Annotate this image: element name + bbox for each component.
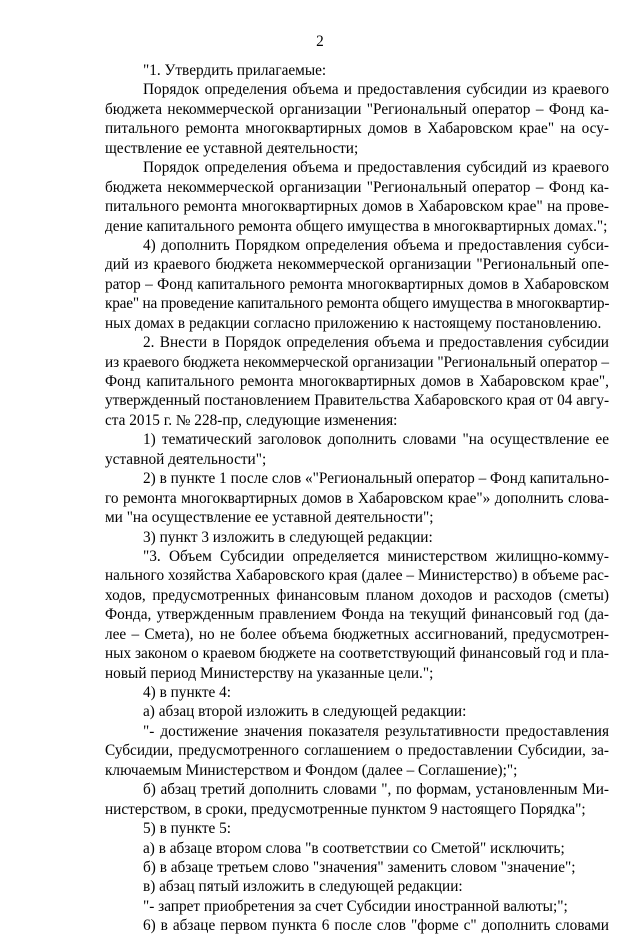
text-line: ных домах в редакции согласно приложению к настоящему постановлению. bbox=[105, 314, 602, 332]
text-line: 6) в абзаце первом пункта 6 после слов "форме с" дополнить словами bbox=[143, 917, 609, 935]
text-line: ходов, предусмотренных финансовым планом доходов и расходов (сметы) bbox=[105, 586, 609, 604]
text-line: 2. Внести в Порядок определения объема и предоставления субсидии bbox=[143, 334, 609, 352]
text-line: бюджета некоммерческой организации "Региональный оператор – Фонд ка- bbox=[105, 100, 609, 118]
text-line: питального ремонта многоквартирных домов в Хабаровском крае" на осу- bbox=[105, 120, 609, 138]
text-line: утвержденный постановлением Правительства Хабаровского края от 04 авгу- bbox=[105, 392, 609, 410]
text-line: 4) дополнить Порядком определения объема и предоставления субси- bbox=[143, 236, 609, 254]
text-line: ста 2015 г. № 228-пр, следующие изменения: bbox=[105, 411, 398, 429]
text-line: Порядок определения объема и предоставления субсидии из краевого bbox=[143, 81, 609, 99]
text-line: лее – Смета), но не более объема бюджетных ассигнований, предусмотрен- bbox=[105, 625, 609, 643]
text-line: б) в абзаце третьем слово "значения" заменить словом "значение"; bbox=[143, 858, 576, 876]
document-body bbox=[105, 61, 609, 936]
text-line: нального хозяйства Хабаровского края (далее – Министерство) в объеме рас- bbox=[105, 567, 609, 585]
text-line: Порядок определения объема и предоставления субсидий из краевого bbox=[143, 159, 609, 177]
text-line: б) абзац третий дополнить словами ", по формам, установленным Ми- bbox=[143, 781, 609, 799]
text-line: ключаемым Министерством и Фондом (далее – Соглашение);"; bbox=[105, 761, 518, 779]
text-line: "1. Утвердить прилагаемые: bbox=[143, 62, 327, 79]
text-line: дий из краевого бюджета некоммерческой организации "Региональный опе- bbox=[105, 256, 609, 274]
text-line: а) в абзаце втором слова "в соответствии со Сметой" исключить; bbox=[143, 839, 565, 857]
text-line: 5) в пункте 5: bbox=[143, 820, 232, 838]
text-line: питального ремонта многоквартирных домов в Хабаровском крае" на прове- bbox=[105, 198, 609, 216]
text-line: Фонд капитального ремонта многоквартирных домов в Хабаровском крае", bbox=[105, 373, 609, 390]
text-line: 4) в пункте 4: bbox=[143, 684, 232, 701]
text-line: бюджета некоммерческой организации "Региональный оператор – Фонд ка- bbox=[105, 178, 609, 196]
text-line: Субсидии, предусмотренного соглашением о предоставлении Субсидии, за- bbox=[105, 742, 609, 760]
page-number: 2 bbox=[316, 33, 324, 50]
text-line: "- запрет приобретения за счет Субсидии иностранной валюты;"; bbox=[143, 897, 568, 915]
text-line: "3. Объем Субсидии определяется министерством жилищно-комму- bbox=[143, 547, 609, 565]
text-line: уставной деятельности"; bbox=[105, 450, 267, 468]
text-line: "- достижение значения показателя результативности предоставления bbox=[143, 722, 609, 740]
text-line: новый период Министерству на указанные цели."; bbox=[105, 664, 434, 682]
text-line: Фонда, утвержденным правлением Фонда на текущий финансовый год (да- bbox=[105, 606, 609, 624]
text-line: дение капитального ремонта общего имущества в многоквартирных домах."; bbox=[105, 217, 608, 235]
text-line: го ремонта многоквартирных домов в Хабаровском крае"» дополнить слова- bbox=[105, 489, 609, 507]
text-line: ных законом о краевом бюджете на соответствующий финансовый год и пла- bbox=[105, 645, 609, 663]
text-line: а) абзац второй изложить в следующей редакции: bbox=[143, 703, 467, 721]
text-line: из краевого бюджета некоммерческой организации "Региональный оператор – bbox=[105, 353, 609, 371]
text-line: крае" на проведение капитального ремонта общего имущества в многоквартир- bbox=[105, 295, 610, 313]
text-line: 2) в пункте 1 после слов «"Региональный оператор – Фонд капитально- bbox=[143, 470, 610, 488]
text-line: в) абзац пятый изложить в следующей редакции: bbox=[143, 878, 463, 896]
text-line: 3) пункт 3 изложить в следующей редакции: bbox=[143, 528, 433, 546]
text-line: нистерством, в сроки, предусмотренные пунктом 9 настоящего Порядка"; bbox=[105, 800, 586, 818]
text-line: ратор – Фонд капитального ремонта многоквартирных домов в Хабаровском bbox=[105, 275, 609, 293]
text-line: 1) тематический заголовок дополнить словами "на осуществление ее bbox=[143, 431, 609, 449]
text-line: ществление ее уставной деятельности; bbox=[105, 139, 359, 157]
text-line: ми "на осуществление ее уставной деятельности"; bbox=[105, 509, 434, 527]
